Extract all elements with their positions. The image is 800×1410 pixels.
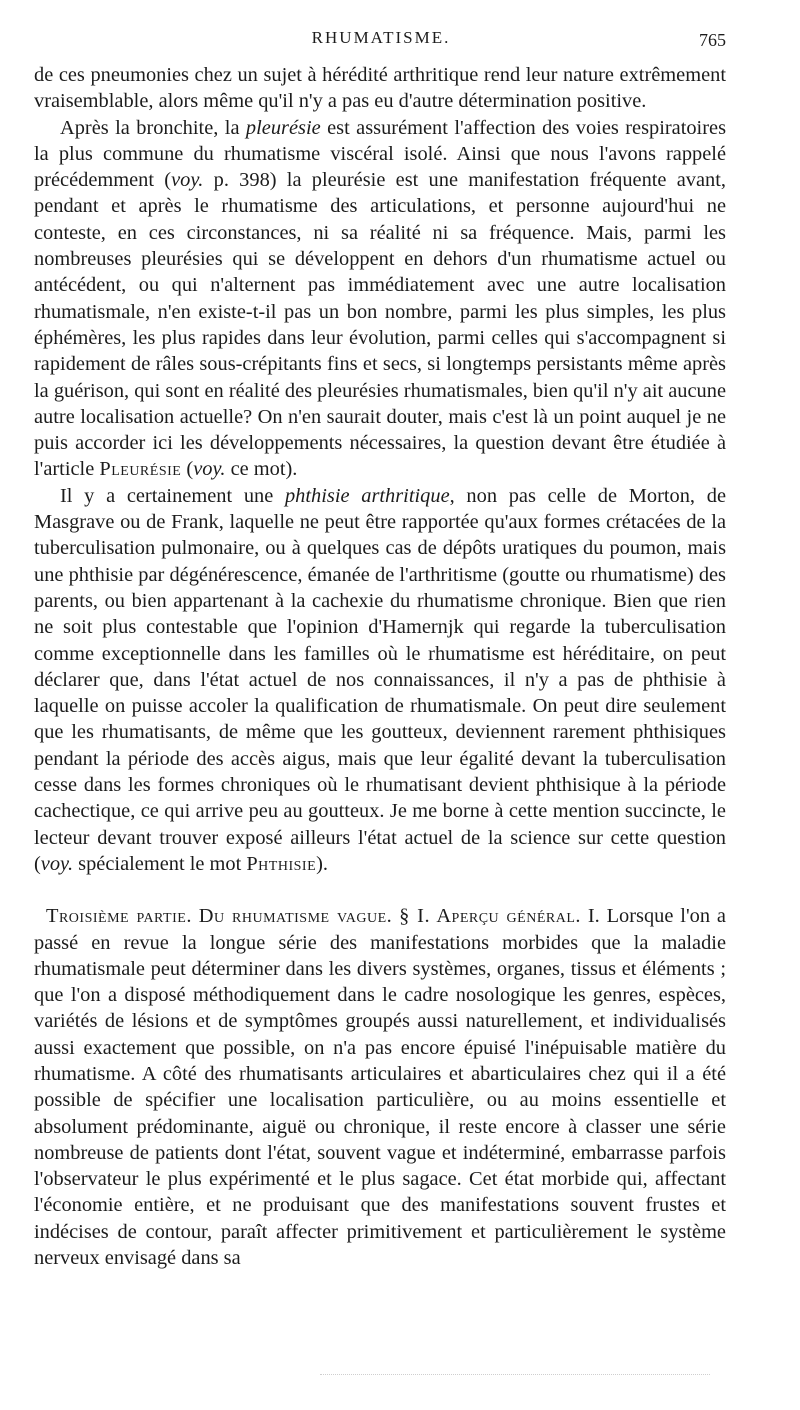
article-reference-pleuresie: Pleurésie: [99, 458, 182, 481]
voy-reference: voy.: [40, 852, 74, 875]
running-head: [36, 24, 726, 54]
paragraph-text: est assurément l'affection des voies respiratoires la plus commune du rhumatisme viscéral isolé. Ainsi que nous l'avons rappelé précédemment (: [34, 116, 727, 192]
paragraph-text: ).: [316, 852, 329, 875]
paragraph-pleuresie: [34, 115, 726, 483]
paragraph-text: (: [181, 458, 194, 481]
paragraph-text: Il y a certainement une: [60, 484, 285, 507]
paragraph-phthisie: [34, 483, 726, 877]
paragraph-text: p. 398) la pleurésie est une manifestation fréquente avant, pendant et après le rhumatisme des articulations, et personne aujourd'hui ne conteste, en ces circonstances, ni sa réalité ni sa fréquence. Mais, parmi les nombreuses pleurésies qui se développent en dehors d'un rhumatisme actuel ou antécédent, ou qui n'alternent pas immédiatement avec une autre localisation rhumatismale, n'en existe-t-il pas un bon nombre, parmi les plus simples, les plus éphémères, les plus rapides dans leur évolution, parmi celles qui s'accompagnent si rapidement de râles sous-crépitants fins et secs, si longtemps persistants même après la guérison, qui sont en réalité des pleurésies rhumatismales, bien qu'il n'y ait aucune autre localisation actuelle? On n'en saurait douter, mais c'est là un point auquel je ne puis accorder ici les développements nécessaires, la question devant être étudiée à l'article: [34, 169, 726, 481]
term-phthisie-arthritique: phthisie arthritique: [284, 484, 450, 507]
section-heading-part: Troisième partie.: [46, 905, 192, 928]
voy-reference: voy.: [171, 169, 204, 192]
section-heading-title: Du rhumatisme vague.: [198, 905, 393, 928]
paragraph-pneumonies-continuation: [34, 62, 726, 115]
paragraph-text: Après la bronchite, la: [60, 116, 246, 139]
paragraph-text: I. Lorsque l'on a passé en revue la longue série des manifestations morbides que la maladie rhumatismale peut déterminer dans les divers systèmes, organes, tissus et éléments ; que l'on a disposé méthodiquement dans le cadre nosologique les genres, espèces, variétés de lésions et de symptômes groupés aussi naturellement, et individualisés aussi exactement que possible, on n'a pas encore épuisé l'inépuisable matière du rhumatisme. A côté des rhumatisants articulaires et abarticulaires chez qui il a été possible de spécifier une localisation particulière, ou au moins essentielle et absolument prédominante, aiguë ou chronique, il reste encore à classer une série nombreuse de patients dont l'état, souvent vague et indéterminé, embarrasse parfois l'observateur le plus expérimenté et le plus sagace. Cet état morbide qui, affectant l'économie entière, et ne produisant que des manifestations souvent frustes et indécises de contour, paraît affecter primitivement et particulièrement le système nerveux envisagé dans sa: [34, 905, 726, 1270]
term-pleuresie: pleurésie: [245, 116, 321, 139]
paragraph-text: ce mot).: [225, 458, 298, 481]
paragraph-text: , non pas celle de Morton, de Masgrave ou de Frank, laquelle ne peut être rapportée qu'aux formes crétacées de la tuberculisation pulmonaire, ou à quelques cas de dépôts uratiques du poumon, mais une phthisie par dégénérescence, émanée de l'arthritisme (goutte ou rhumatisme) des parents, ou bien appartenant à la cachexie du rhumatisme chronique. Bien que rien ne soit plus contestable que l'opinion d'Hamernjk qui regarde la tuberculisation comme exceptionnelle dans les familles où le rhumatisme est héréditaire, on peut déclarer que, dans l'état actuel de nos connaissances, il n'y a pas de phthisie à laquelle on puisse accoler la qualification de rhumatismale. On peut dire seulement que les rhumatisants, de même que les goutteux, deviennent rarement phthisiques pendant la période des accès aigus, mais que leur égalité devant la tuberculisation cesse dans les formes chroniques où le rhumatisant devient phthisique à la période cachectique, ce qui arrive peu au goutteux. Je me borne à cette mention succincte, le lecteur devant trouver exposé ailleurs l'état actuel de la science sur cette question (: [34, 484, 726, 875]
section-heading-subsection: § I. Aperçu général.: [399, 905, 581, 928]
page-number: 765: [699, 30, 726, 50]
paragraph-rhumatisme-vague: [34, 903, 726, 1271]
paragraph-text: spécialement le mot: [73, 852, 247, 875]
article-reference-phthisie: Phthisie: [246, 852, 317, 875]
voy-reference: voy.: [193, 458, 226, 481]
body-text: [34, 62, 726, 1271]
running-title: RHUMATISME.: [311, 28, 451, 47]
paragraph-text: de ces pneumonies chez un sujet à hérédité arthritique rend leur nature extrêmement vraisemblable, alors même qu'il n'y a pas eu d'autre détermination positive.: [34, 64, 726, 113]
footer-bleed-marks: [320, 1374, 710, 1385]
